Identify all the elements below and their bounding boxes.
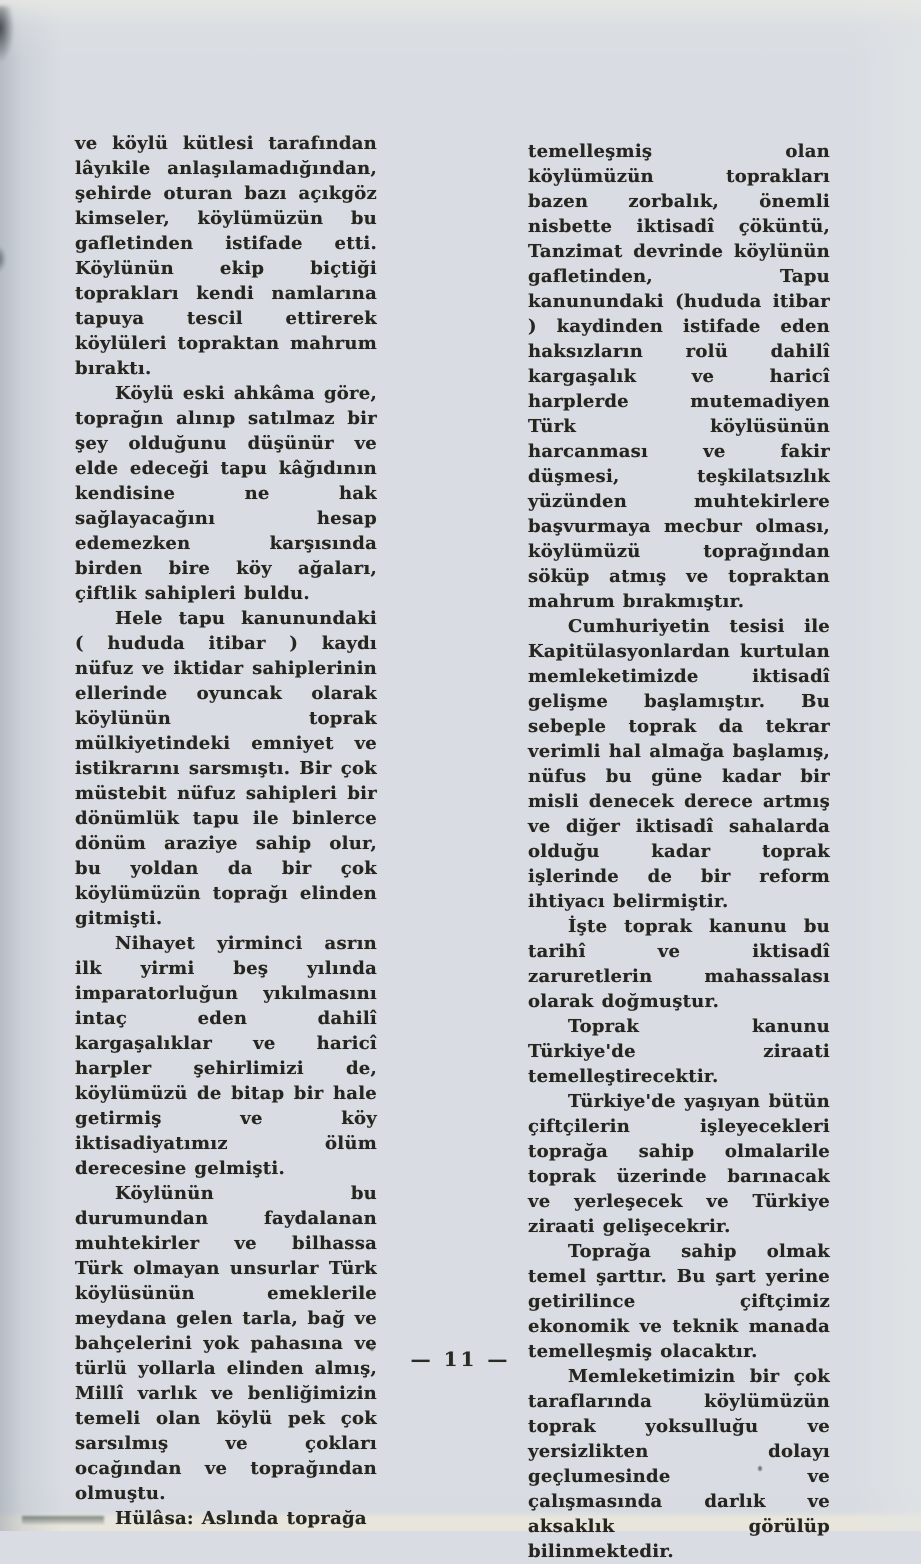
paragraph: Hülâsa: Aslında toprağa [115, 1508, 367, 1529]
paragraph: Köylünün bu durumundan faydalanan muhtekirler ve bilhassa Türk olmayan unsurlar Türk köylüsünün emeklerile meydana gelen tarla, bağ ve bahçelerini yok pahasına ve türlü yollarla elinden almış, Millî varlık ve benliğimizin temeli olan köylü pek çok sarsılmış ve çokları ocağından ve toprağından olmuştu. [75, 1183, 377, 1504]
paragraph: Cumhuriyetin tesisi ile Kapitülasyonlardan kurtulan memleketimizde iktisadî gelişme başlamıştır. Bu sebeple toprak da tekrar verimli hal almağa başlamış, nüfus bu güne kadar bir misli denecek derece artmış ve diğer iktisadî sahalarda olduğu kadar toprak işlerinde de bir reform ihtiyacı belirmiştir. [528, 616, 830, 912]
left-column [75, 131, 377, 1531]
paragraph: Köylü eski ahkâma göre, toprağın alınıp satılmaz bir şey olduğunu düşünür ve elde edeceği tapu kâğıdının kendisine ne hak sağlayacağını hesap edemezken karşısında birden bire köy ağaları, çiftlik sahipleri buldu. [75, 383, 377, 604]
paragraph: Toprağa sahip olmak temel şarttır. Bu şart yerine getirilince çiftçimiz ekonomik ve teknik manada temelleşmiş olacaktır. [528, 1241, 830, 1362]
paragraph: ve köylü kütlesi tarafından lâyıkile anlaşılamadığından, şehirde oturan bazı açıkgöz kimseler, köylümüzün bu gafletinden istifade etti. Köylünün ekip biçtiği toprakları kendi namlarına tapuya tescil ettirerek köylüleri topraktan mahrum bıraktı. [75, 133, 377, 379]
paragraph: Toprak kanunu Türkiye'de ziraati temelleştirecektir. [528, 1016, 830, 1087]
scan-artifact-left-edge [0, 246, 6, 272]
paragraph: temelleşmiş olan köylümüzün toprakları bazen zorbalık, önemli nisbette iktisadî çöküntü, Tanzimat devrinde köylünün gafletinden, Tapu kanunundaki (hududa itibar ) kaydinden istifade eden haksızların rolü dahilî kargaşalık ve haricî harplerde mutemadiyen Türk köylüsünün harcanması ve fakir düşmesi, teşkilatsızlık yüzünden muhtekirlere başvurmaya mecbur olması, köylümüzü toprağından söküp atmış ve topraktan mahrum bırakmıştır. [528, 141, 830, 612]
paragraph: İşte toprak kanunu bu tarihî ve iktisadî zaruretlerin mahassalası olarak doğmuştur. [528, 916, 830, 1012]
scan-artifact-top-left [0, 6, 14, 62]
paragraph: Nihayet yirminci asrın ilk yirmi beş yılında imparatorluğun yıkılmasını intaç eden dahilî kargaşalıklar ve haricî harpler şehirlimizi de, köylümüzü de bitap bir hale getirmiş ve köy iktisadiyatımız ölüm derecesine gelmişti. [75, 933, 377, 1179]
paragraph: Hele tapu kanunundaki ( hududa itibar ) kaydı nüfuz ve iktidar sahiplerinin ellerinde oyuncak olarak köylünün toprak mülkiyetindeki emniyet ve istikrarını sarsmıştı. Bir çok müstebit nüfuz sahipleri bir dönümlük tapu ile binlerce dönüm araziye sahip olur, bu yoldan da bir çok köylümüzün toprağı elinden gitmişti. [75, 608, 377, 929]
paragraph: Türkiye'de yaşıyan bütün çiftçilerin işleyecekleri toprağa sahip olmalarile toprak üzerinde barınacak ve yerleşecek ve Türkiye ziraati gelişecekrir. [528, 1091, 830, 1237]
page-number: — 11 — [410, 1347, 511, 1371]
paragraph: Memleketimizin bir çok taraflarında köylümüzün toprak yoksulluğu ve yersizlikten dolayı geçlumesinde ve çalışmasında darlık ve aksaklık görülüp bilinmektedir. [528, 1366, 830, 1562]
